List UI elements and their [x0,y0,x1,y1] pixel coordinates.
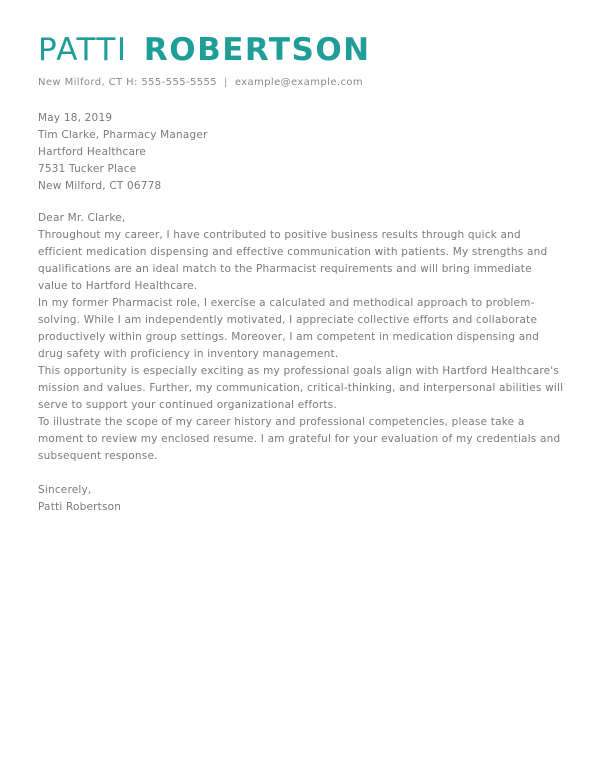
closing-block [38,482,564,516]
letter-body [38,110,564,516]
contact-line [38,77,564,88]
recipient-line: Tim Clarke, Pharmacy Manager [38,128,208,141]
first-name: PATTI [38,32,128,68]
recipient-block [38,127,564,195]
contact-location-phone: New Milford, CT H: 555-555-5555 [38,76,218,88]
closing: Sincerely, [38,483,92,496]
last-name: ROBERTSON [143,32,371,68]
body-paragraph: To illustrate the scope of my career history and professional competencies, please take a moment to review my enclosed resume. I am grateful for your evaluation of my credentials and subsequent response. [38,415,561,462]
recipient-line: Hartford Healthcare [38,145,147,158]
body-paragraph: In my former Pharmacist role, I exercise a calculated and methodical approach to problem-solving. While I am independently motivated, I appreciate collective efforts and collaborate productively within group settings. Moreover, I am competent in medication dispensing and drug safety with proficiency in inventory management. [38,296,540,360]
body-paragraph: This opportunity is especially exciting as my professional goals align with Hartford Healthcare's mission and values. Further, my communication, critical-thinking, and interpersonal abilities will serve to support your continued organizational efforts. [38,364,564,411]
recipient-line: New Milford, CT 06778 [38,179,162,192]
contact-separator: | [224,76,228,88]
signature: Patti Robertson [38,500,122,513]
recipient-line: 7531 Tucker Place [38,162,137,175]
contact-email: example@example.com [234,76,364,88]
page-title [38,34,564,67]
body-paragraph: Throughout my career, I have contributed to positive business results through quick and efficient medication dispensing and effective communication with patients. My strengths and qualifications are an ideal match to the Pharmacist requirements and will bring immediate value to Hartford Healthcare. [38,228,548,292]
letter-date: May 18, 2019 [38,111,113,124]
letter-header [38,34,564,88]
salutation: Dear Mr. Clarke, [38,211,126,224]
